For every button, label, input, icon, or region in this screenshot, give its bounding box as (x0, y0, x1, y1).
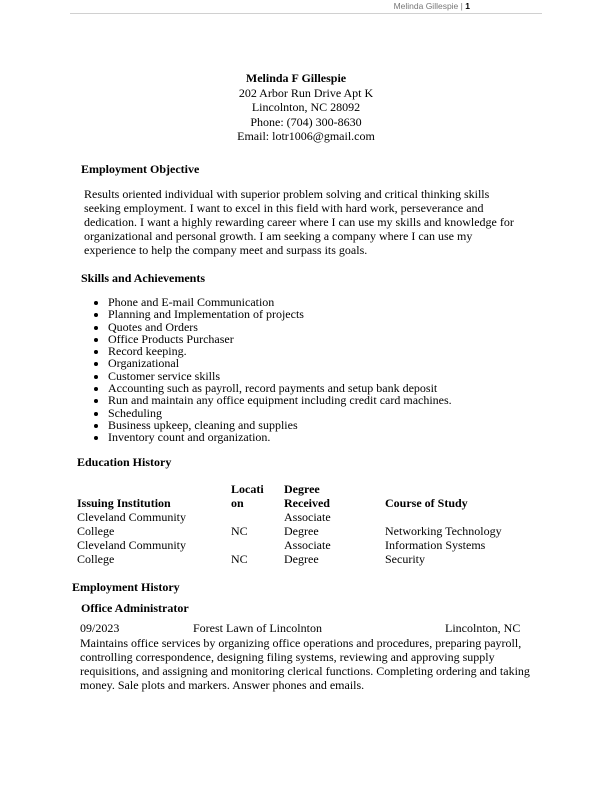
address-line-1: 202 Arbor Run Drive Apt K (238, 85, 374, 100)
table-cell: Cleveland Community College (77, 538, 186, 566)
table-cell: NC (231, 523, 248, 538)
address-line-2: Lincolnton, NC 28092 (251, 100, 361, 114)
employment-heading: Employment History (72, 580, 180, 594)
education-heading: Education History (77, 455, 172, 469)
column-header: Degree Received (284, 482, 330, 510)
table-cell: Cleveland Community College (77, 510, 186, 538)
list-item: • Customer service skills (108, 370, 452, 382)
column-header: Issuing Institution (77, 496, 171, 510)
skills-list (88, 296, 452, 444)
list-item: • Inventory count and organization. (108, 431, 452, 443)
page-number: 1 (465, 1, 470, 11)
list-item: • Business upkeep, cleaning and supplies (108, 419, 452, 431)
email: Email: lotr1006@gmail.com (237, 129, 375, 143)
list-item: • Record keeping. (108, 345, 452, 357)
column-header: Locati on (231, 482, 264, 510)
header-name: Melinda Gillespie (393, 1, 459, 11)
job-title: Office Administrator (81, 601, 189, 615)
table-cell: NC (231, 551, 248, 566)
list-item: • Quotes and Orders (108, 321, 452, 333)
list-item: • Phone and E-mail Communication (108, 296, 452, 308)
objective-text: Results oriented individual with superior problem solving and critical thinking skills seeking employment. I want to excel in this field with hard work, perseverance and dedication. I want a highly rewarding career where I can use my skills and knowledge for organizational and personal growth. I am seeking a company where I can use my experience to help the company meet and surpass its goals. (84, 187, 514, 257)
objective-heading: Employment Objective (81, 162, 200, 176)
table-cell: Associate Degree (284, 538, 331, 566)
job-location: Lincolnton, NC (445, 621, 521, 635)
list-item: • Run and maintain any office equipment including credit card machines. (108, 394, 452, 406)
list-item: • Scheduling (108, 407, 452, 419)
column-header: Course of Study (385, 496, 468, 510)
skills-heading: Skills and Achievements (81, 271, 206, 285)
phone: Phone: (704) 300-8630 (250, 114, 362, 129)
job-description: Maintains office services by organizing office operations and procedures, preparing payroll, controlling correspondence, designing filing systems, reviewing and approving supply requisitions, and assigning and monitoring clerical functions. Completing ordering and taking money. Sale plots and markers. Answer phones and emails. (80, 636, 530, 692)
list-item: • Accounting such as payroll, record payments and setup bank deposit (108, 382, 452, 394)
table-cell: Networking Technology (385, 523, 502, 538)
page-header: Melinda Gillespie | 1 (70, 0, 542, 14)
job-employer: Forest Lawn of Lincolnton (193, 621, 322, 635)
list-item: • Office Products Purchaser (108, 333, 452, 345)
contact-block (200, 71, 412, 144)
list-item: • Planning and Implementation of projects (108, 308, 452, 320)
table-cell: Information Systems Security (385, 538, 486, 566)
contact-name: Melinda F Gillespie (245, 71, 347, 85)
list-item: • Organizational (108, 357, 452, 369)
job-date: 09/2023 (80, 621, 120, 635)
table-cell: Associate Degree (284, 510, 331, 538)
